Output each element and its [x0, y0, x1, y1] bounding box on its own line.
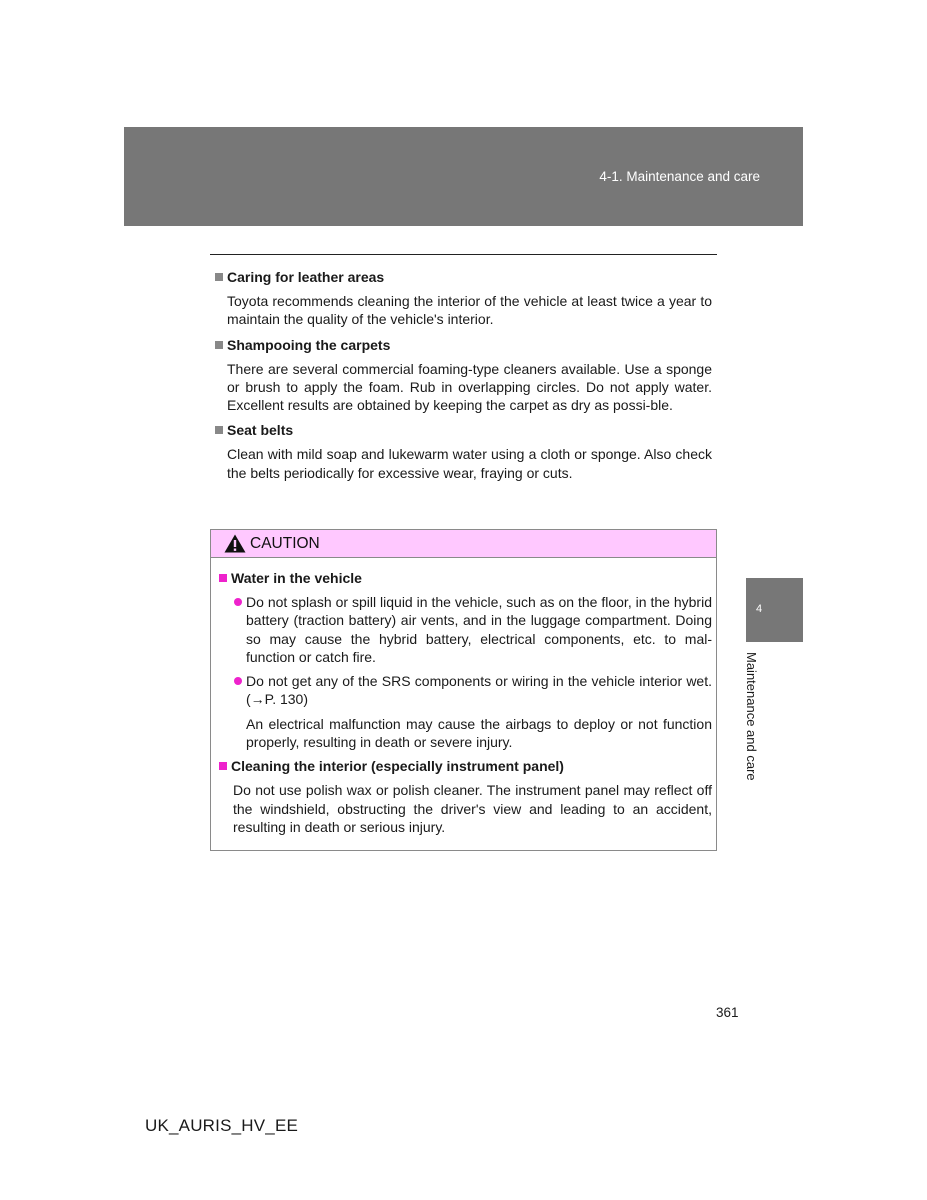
caution-heading: [216, 757, 712, 775]
header-band: [124, 127, 803, 226]
section-body: There are several commercial foaming-type cleaners available. Use a sponge or brush to apply the foam. Rub in overlapping circles. Do not apply water. Excellent results are obtained by keeping the carpet as dry as possi-ble.: [227, 360, 712, 414]
chapter-label-tab: [744, 652, 774, 792]
chapter-label: Maintenance and care: [744, 652, 759, 781]
bullet-text: Do not get any of the SRS components or wiring in the vehicle interior wet. (→P. 130): [246, 673, 712, 708]
caution-heading: [216, 569, 712, 587]
section-body: Toyota recommends cleaning the interior of the vehicle at least twice a year to maintain the quality of the vehicle's interior.: [227, 293, 712, 328]
bullet-item: [233, 672, 712, 709]
heading-text: Cleaning the interior (especially instrument panel): [231, 758, 564, 775]
document-code: UK_AURIS_HV_EE: [145, 1116, 299, 1135]
heading-text: Caring for leather areas: [227, 269, 385, 285]
caution-body: [211, 558, 716, 836]
pink-square-icon: [219, 574, 227, 582]
bullet-text: Do not splash or spill liquid in the vehicle, such as on the floor, in the hybrid battery (traction battery) air vents, and in the luggage compartment. Doing so may cause the hybrid battery, electrical components, etc. to mal-function or catch fire.: [246, 594, 712, 665]
pink-bullet-icon: [234, 598, 242, 606]
bullet-item: [233, 593, 712, 666]
top-divider: [210, 254, 717, 255]
section-heading: [212, 421, 712, 439]
caution-title: CAUTION: [250, 534, 320, 552]
chapter-number: 4: [756, 603, 763, 615]
caution-text: Do not use polish wax or polish cleaner. The instrument panel may reflect off the windshield, obstructing the driver's view and leading to an accident, resulting in death or serious injury.: [233, 782, 712, 835]
section-title: 4-1. Maintenance and care: [599, 169, 760, 184]
bullet-note: An electrical malfunction may cause the airbags to deploy or not function properly, resulting in death or severe injury.: [246, 715, 712, 751]
heading-text: Water in the vehicle: [231, 570, 362, 586]
page-number: 361: [716, 1005, 739, 1020]
pink-square-icon: [219, 762, 227, 770]
caution-box: [210, 529, 717, 851]
section-body: Clean with mild soap and lukewarm water using a cloth or sponge. Also check the belts periodically for excessive wear, fraying or cuts.: [227, 446, 712, 481]
main-content: [212, 268, 712, 489]
gray-square-icon: [215, 426, 223, 434]
chapter-tab: [746, 578, 803, 642]
warning-triangle-icon: [224, 534, 246, 553]
pink-bullet-icon: [234, 677, 242, 685]
heading-text: Seat belts: [227, 422, 294, 439]
caution-header: [211, 530, 716, 558]
section-heading: [212, 336, 712, 354]
section-heading: [212, 268, 712, 286]
gray-square-icon: [215, 273, 223, 281]
gray-square-icon: [215, 341, 223, 349]
heading-text: Shampooing the carpets: [227, 336, 391, 353]
